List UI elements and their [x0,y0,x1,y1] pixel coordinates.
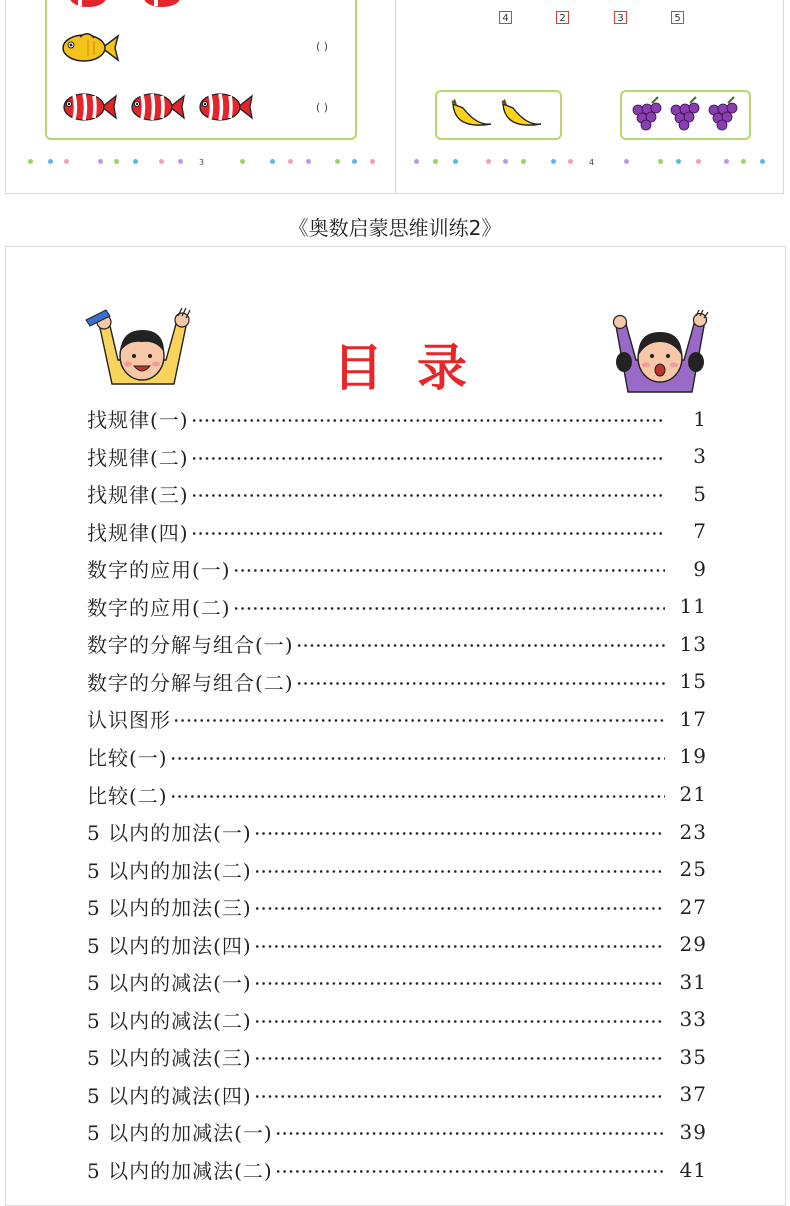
decor-dot [521,159,526,164]
decor-dot [724,159,729,164]
decor-dot [453,159,458,164]
toc-leader-dots [191,532,665,535]
toc-entry-page: 9 [693,556,707,581]
toc-entry-label: 比较(一) [87,745,168,770]
yellow-fish-icon [58,30,120,66]
toc-entry[interactable] [87,776,707,813]
toc-entry[interactable] [87,1038,707,1075]
toc-entry[interactable] [87,1001,707,1038]
toc-entry-label: 比较(二) [87,783,168,808]
toc-leader-dots [191,457,665,460]
toc-leader-dots [170,757,665,760]
decor-dot [159,159,164,164]
toc-entry-page: 25 [679,857,707,882]
clownfish-row [60,88,260,126]
decor-dot [741,159,746,164]
toc-entry-label: 5 以内的加法(三) [87,896,252,921]
toc-entry-page: 23 [679,819,707,844]
decor-dot [133,159,138,164]
toc-leader-dots [233,607,665,610]
toc-leader-dots [170,795,665,798]
grapes-icon [628,94,746,136]
toc-entry-label: 5 以内的加减法(二) [87,1159,273,1183]
toc-entry-page: 35 [679,1044,707,1069]
toc-entry-page: 13 [679,631,707,656]
toc-leader-dots [275,1132,665,1135]
toc-entry-label: 数字的应用(二) [87,595,231,620]
toc-entry-page: 37 [679,1082,707,1107]
toc-entry-page: 11 [679,594,707,619]
toc-entry-page: 29 [679,932,707,957]
page-gutter [395,0,396,194]
toc-entry-label: 5 以内的减法(二) [87,1008,252,1033]
decor-dot [433,159,438,164]
number-box: 2 [556,11,569,24]
decor-dot [760,159,765,164]
toc-entry-label: 5 以内的加法(四) [87,933,252,958]
toc-leader-dots [254,1020,665,1023]
toc-entry-page: 19 [679,744,707,769]
toc-entry-page: 21 [679,782,707,806]
toc-entry-page: 27 [679,894,707,919]
toc-leader-dots [173,719,665,722]
toc-leader-dots [254,1057,665,1060]
toc-entry[interactable] [87,625,707,662]
decor-dot [486,159,491,164]
decor-dot [352,159,357,164]
toc-entry[interactable] [87,1113,707,1150]
toc-leader-dots [254,832,665,835]
decor-dot [503,159,508,164]
toc-entry[interactable] [87,1076,707,1113]
toc-entry-page: 41 [679,1157,707,1182]
toc-entry-page: 1 [693,406,707,431]
toc-leader-dots [254,945,665,948]
decor-dot [178,159,183,164]
toc-entry-page: 39 [679,1119,707,1144]
toc-entry-page: 33 [679,1007,707,1032]
number-box: 3 [614,11,627,24]
toc-entry-label: 数字的分解与组合(一) [87,633,294,658]
toc-entry[interactable] [87,813,707,850]
toc-entry-label: 5 以内的加法(一) [87,821,252,846]
toc-leader-dots [191,419,665,422]
toc-entry[interactable] [87,926,707,963]
clownfish-row-partial [66,0,196,10]
decor-dot [658,159,663,164]
toc-entry-label: 5 以内的减法(一) [87,971,252,996]
toc-entry[interactable] [87,438,707,475]
toc-entry[interactable] [87,700,707,737]
workbook-spread-preview [5,0,784,194]
toc-entry-page: 31 [679,969,707,994]
decor-dot [28,159,33,164]
decor-dot [568,159,573,164]
number-box: 5 [671,11,684,24]
decor-dot [414,159,419,164]
toc-entry-label: 5 以内的加法(二) [87,858,252,883]
toc-entry-page: 7 [693,519,707,544]
banana-icon [447,96,551,134]
toc-entry-page: 5 [693,481,707,506]
book-caption: 《奥数启蒙思维训练2》 [288,216,502,240]
decor-dot [370,159,375,164]
toc-entry[interactable] [87,1151,707,1188]
boy-illustration [82,306,202,398]
decor-dot [306,159,311,164]
toc-entry[interactable] [87,738,707,775]
toc-entry-label: 找规律(三) [87,483,189,508]
decor-dot [98,159,103,164]
decor-dot [48,159,53,164]
answer-slot: ( ) [316,101,329,114]
toc-leader-dots [233,569,665,572]
toc-leader-dots [254,870,665,873]
toc-entry[interactable] [87,663,707,700]
toc-leader-dots [254,907,665,910]
toc-entry[interactable] [87,963,707,1000]
toc-entry[interactable] [87,550,707,587]
decor-dot [288,159,293,164]
toc-leader-dots [296,644,665,647]
toc-leader-dots [296,682,665,685]
toc-leader-dots [191,494,665,497]
toc-entry-page: 15 [679,669,707,694]
toc-entry-page: 17 [679,706,707,731]
toc-entry[interactable] [87,400,707,437]
toc-entry-label: 5 以内的减法(四) [87,1083,252,1108]
decor-dot [676,159,681,164]
toc-entry[interactable] [87,888,707,925]
toc-entry-label: 找规律(四) [87,520,189,545]
toc-entry-label: 找规律(一) [87,408,189,432]
toc-entry[interactable] [87,513,707,550]
decor-dot [696,159,701,164]
toc-entry[interactable] [87,475,707,512]
page-number-right: 4 [589,158,595,167]
page-number-left: 3 [199,158,205,167]
girl-illustration [604,310,716,396]
toc-title: 目录 [333,339,501,397]
toc-entry-label: 5 以内的减法(三) [87,1046,252,1071]
decor-dot [624,159,629,164]
number-box: 4 [499,11,512,24]
toc-entry-label: 数字的应用(一) [87,558,231,583]
toc-entry-label: 数字的分解与组合(二) [87,670,294,695]
toc-entry[interactable] [87,851,707,888]
decor-dot [270,159,275,164]
toc-entry-label: 5 以内的加减法(一) [87,1121,273,1146]
toc-leader-dots [275,1170,665,1173]
toc-entry-label: 找规律(二) [87,445,189,470]
toc-entry[interactable] [87,588,707,625]
toc-leader-dots [254,982,665,985]
toc-entry-label: 认识图形 [87,708,171,733]
decor-dot [114,159,119,164]
toc-leader-dots [254,1095,665,1098]
decor-dot [335,159,340,164]
decor-dot [551,159,556,164]
answer-slot: ( ) [316,40,329,53]
decor-dot [64,159,69,164]
toc-entry-page: 3 [693,444,707,469]
decor-dot [240,159,245,164]
